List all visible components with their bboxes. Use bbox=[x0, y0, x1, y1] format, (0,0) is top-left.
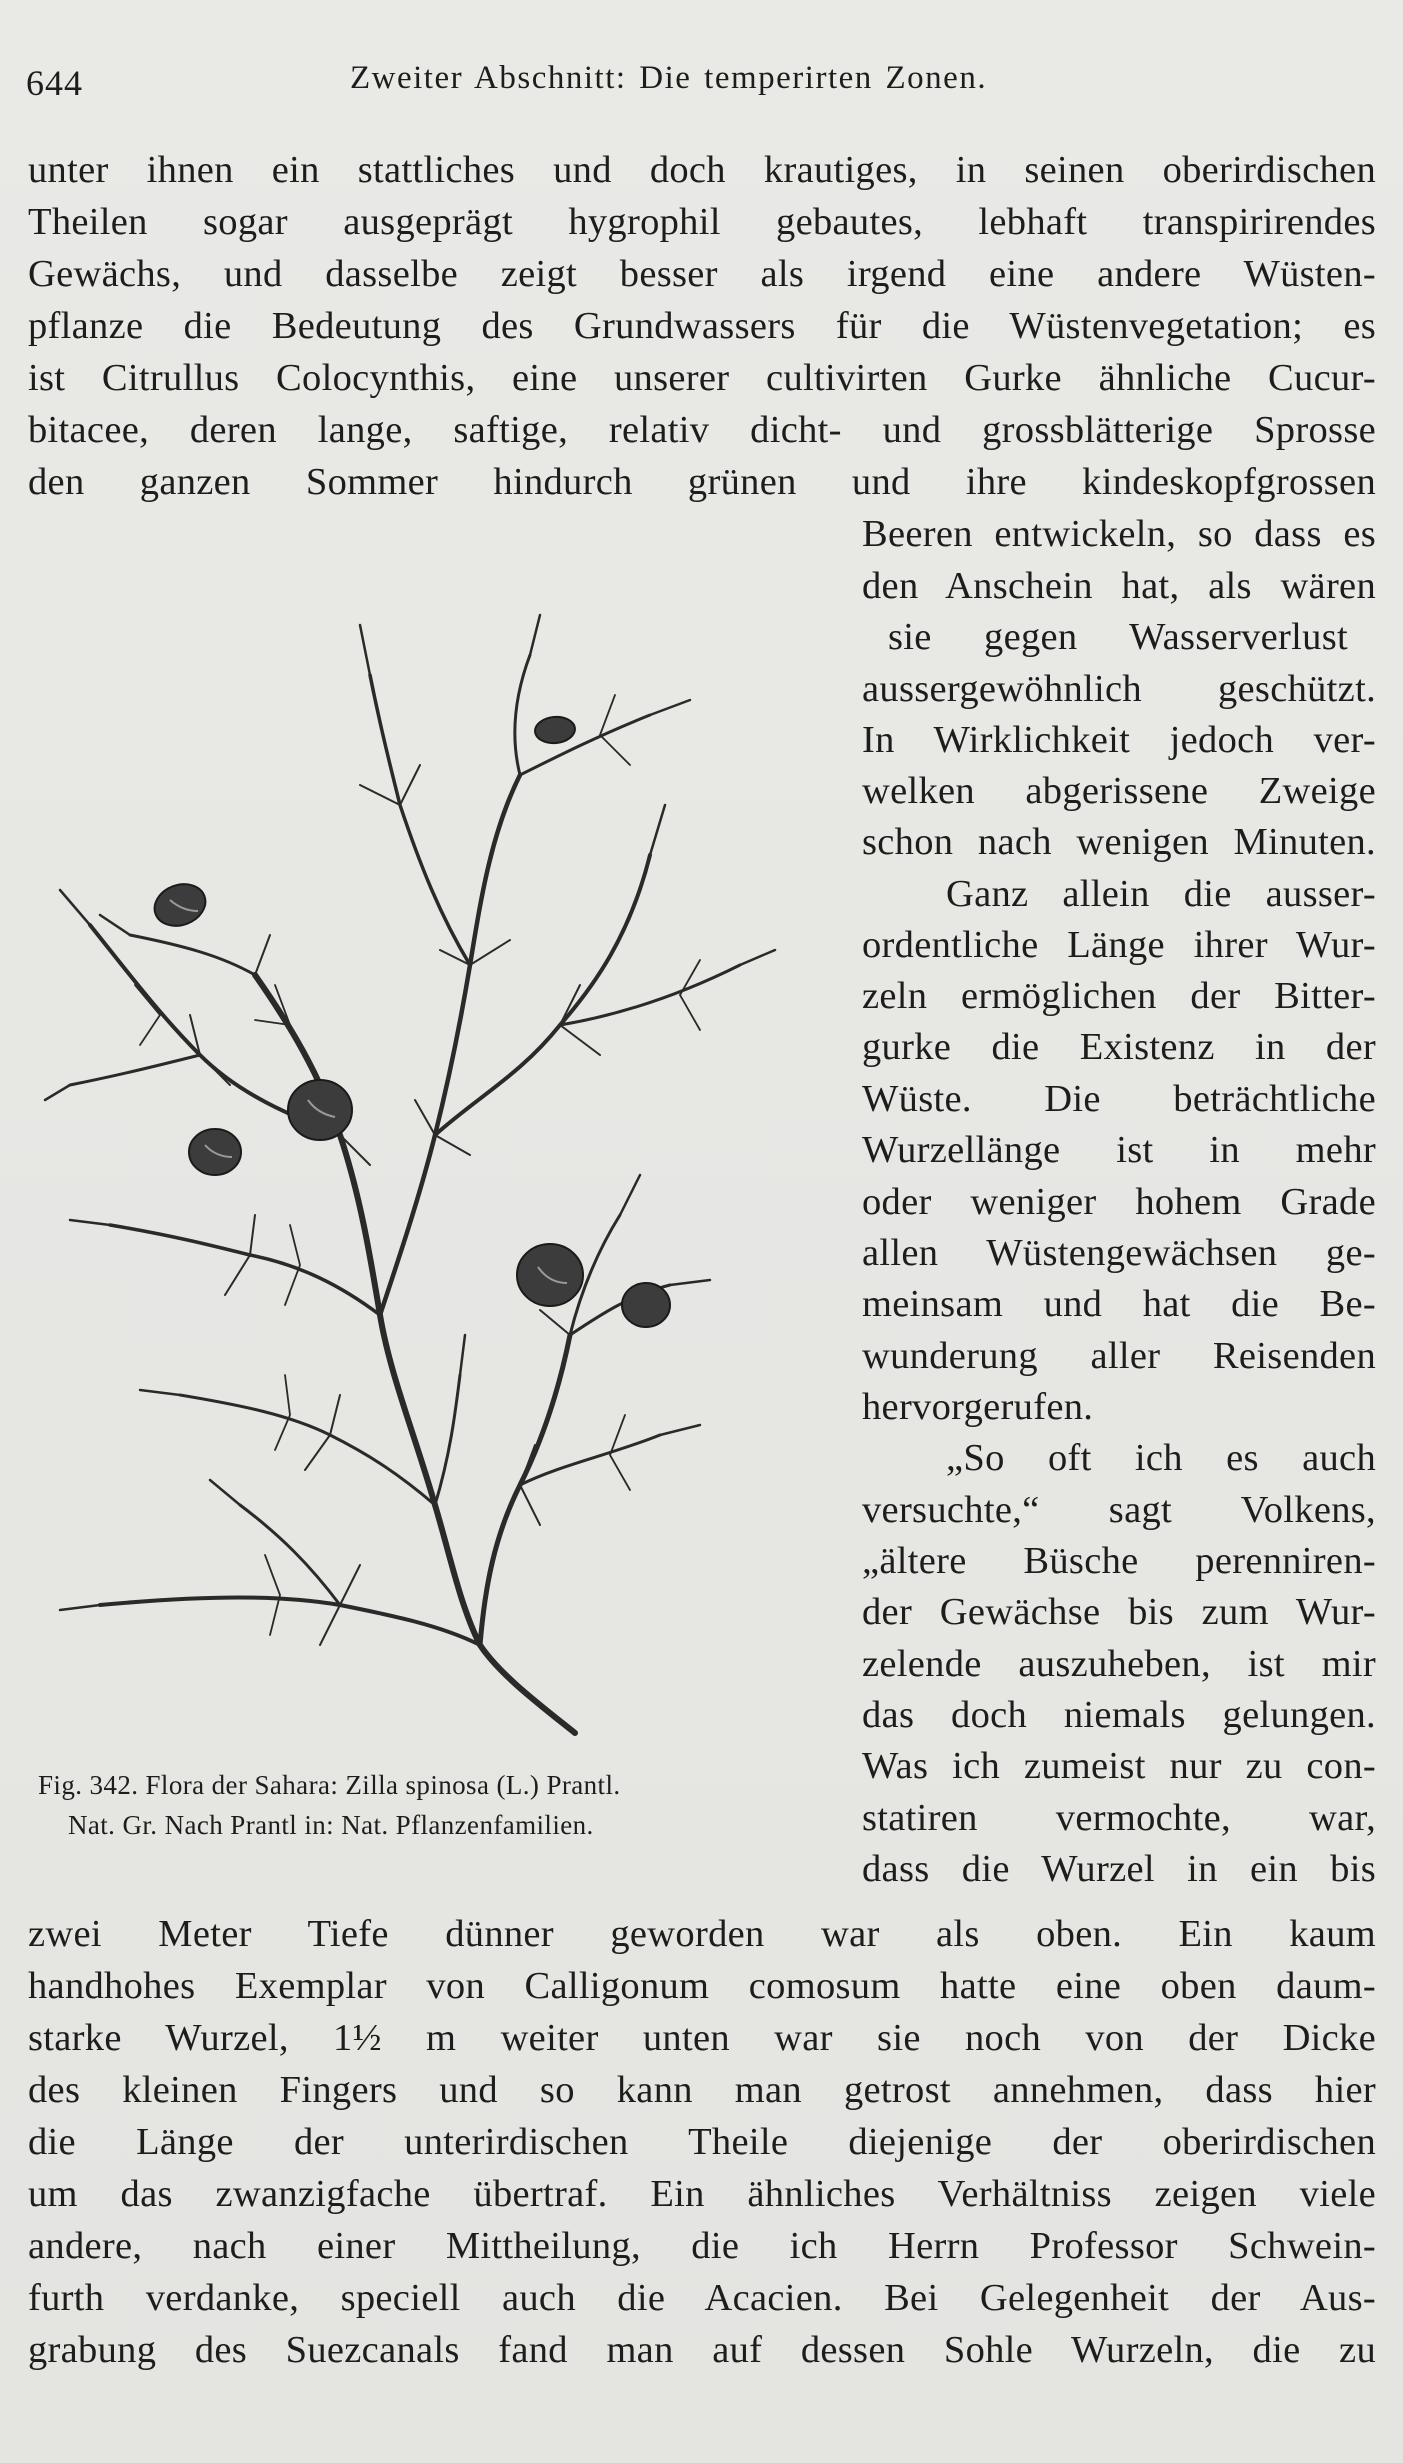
text-line: Gewächs, und dasselbe zeigt besser als irgend eine andere Wüsten- bbox=[28, 253, 1376, 295]
text-line: dass die Wurzel in ein bis bbox=[862, 1848, 1376, 1890]
text-line: sie gegen Wasserverlust bbox=[888, 616, 1348, 658]
text-line: aussergewöhnlich geschützt. bbox=[862, 668, 1376, 710]
text-line: unter ihnen ein stattliches und doch krautiges, in seinen oberirdischen bbox=[28, 149, 1376, 191]
text-line: allen Wüstengewächsen ge- bbox=[862, 1232, 1376, 1274]
text-line: des kleinen Fingers und so kann man getrost annehmen, dass hier bbox=[28, 2069, 1376, 2111]
text-line: furth verdanke, speciell auch die Acacien. Bei Gelegenheit der Aus- bbox=[28, 2277, 1376, 2319]
text-line: Ganz allein die ausser- bbox=[946, 873, 1376, 915]
text-line: das doch niemals gelungen. bbox=[862, 1694, 1376, 1736]
text-line: „ältere Büsche perenniren- bbox=[862, 1540, 1376, 1582]
text-line: zelende auszuheben, ist mir bbox=[862, 1643, 1376, 1685]
text-line: Beeren entwickeln, so dass es bbox=[862, 513, 1376, 555]
text-line: bitacee, deren lange, saftige, relativ dicht- und grossblätterige Sprosse bbox=[28, 409, 1376, 451]
text-line: ordentliche Länge ihrer Wur- bbox=[862, 924, 1376, 966]
text-line: der Gewächse bis zum Wur- bbox=[862, 1591, 1376, 1633]
text-line: andere, nach einer Mittheilung, die ich Herrn Professor Schwein- bbox=[28, 2225, 1376, 2267]
text-line: hervorgerufen. bbox=[862, 1386, 1094, 1428]
text-line: meinsam und hat die Be- bbox=[862, 1283, 1376, 1325]
text-line: pflanze die Bedeutung des Grundwassers für die Wüstenvegetation; es bbox=[28, 305, 1376, 347]
text-line: um das zwanzigfache übertraf. Ein ähnliches Verhältniss zeigen viele bbox=[28, 2173, 1376, 2215]
text-line: statiren vermochte, war, bbox=[862, 1797, 1376, 1839]
text-line: handhohes Exemplar von Calligonum comosum hatte eine oben daum- bbox=[28, 1965, 1376, 2007]
text-line: Wüste. Die beträchtliche bbox=[862, 1078, 1376, 1120]
figure-caption-line: Fig. 342. Flora der Sahara: Zilla spinosa (L.) Prantl. bbox=[38, 1770, 621, 1800]
text-line: „So oft ich es auch bbox=[946, 1437, 1376, 1479]
text-line: Theilen sogar ausgeprägt hygrophil gebautes, lebhaft transpirirendes bbox=[28, 201, 1376, 243]
text-line: oder weniger hohem Grade bbox=[862, 1181, 1376, 1223]
text-line: die Länge der unterirdischen Theile diejenige der oberirdischen bbox=[28, 2121, 1376, 2163]
running-title: Zweiter Abschnitt: Die temperirten Zonen. bbox=[350, 60, 988, 96]
text-line: Wurzellänge ist in mehr bbox=[862, 1129, 1376, 1171]
text-line: Was ich zumeist nur zu con- bbox=[862, 1745, 1376, 1787]
text-line: zeln ermöglichen der Bitter- bbox=[862, 975, 1376, 1017]
text-line: grabung des Suezcanals fand man auf dessen Sohle Wurzeln, die zu bbox=[28, 2329, 1376, 2371]
plant-illustration-icon bbox=[40, 555, 800, 1755]
text-line: versuchte,“ sagt Volkens, bbox=[862, 1489, 1376, 1531]
text-line: den ganzen Sommer hindurch grünen und ihre kindeskopfgrossen bbox=[28, 461, 1376, 503]
page-number: 644 bbox=[26, 63, 83, 103]
text-line: welken abgerissene Zweige bbox=[862, 770, 1376, 812]
text-line: wunderung aller Reisenden bbox=[862, 1335, 1376, 1377]
figure-plant-illustration bbox=[40, 555, 800, 1755]
text-line: schon nach wenigen Minuten. bbox=[862, 821, 1376, 863]
running-head bbox=[0, 0, 1403, 140]
text-line: zwei Meter Tiefe dünner geworden war als oben. Ein kaum bbox=[28, 1913, 1376, 1955]
text-line: den Anschein hat, als wären bbox=[862, 565, 1376, 607]
text-line: ist Citrullus Colocynthis, eine unserer cultivirten Gurke ähnliche Cucur- bbox=[28, 357, 1376, 399]
text-line: In Wirklichkeit jedoch ver- bbox=[862, 719, 1376, 761]
text-line: starke Wurzel, 1½ m weiter unten war sie noch von der Dicke bbox=[28, 2017, 1376, 2059]
text-line: gurke die Existenz in der bbox=[862, 1026, 1376, 1068]
figure-caption-line: Nat. Gr. Nach Prantl in: Nat. Pflanzenfamilien. bbox=[68, 1810, 594, 1840]
